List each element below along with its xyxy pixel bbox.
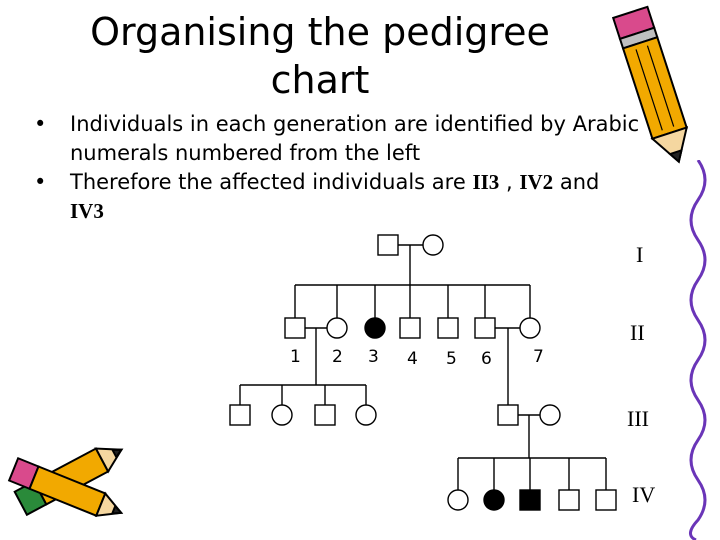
gen3-individual-5 (498, 405, 518, 425)
individual-number: 6 (481, 349, 492, 369)
gen3-individual-4 (356, 405, 376, 425)
individual-number: 5 (446, 349, 457, 369)
individual-number: 2 (332, 347, 343, 367)
title-line-1: Organising the pedigree (90, 10, 550, 54)
individual-number: 7 (533, 347, 544, 367)
individual-number: 4 (407, 349, 418, 369)
affected-id-1: II3 (472, 170, 500, 194)
individual-number: 1 (290, 347, 301, 367)
bullet-text-1: Individuals in each generation are identified by Arabic numerals numbered from the left (70, 112, 640, 165)
separator-1: , (499, 170, 520, 194)
gen2-individual-3-affected (365, 318, 385, 338)
affected-id-3: IV3 (70, 199, 104, 223)
gen2-individual-1 (285, 318, 305, 338)
gen3-individual-6 (540, 405, 560, 425)
generation-label-2: II (630, 320, 645, 345)
gen2-individual-5 (438, 318, 458, 338)
gen4-individual-3-affected (520, 490, 540, 510)
gen4-individual-1 (448, 490, 468, 510)
individual-number: 3 (368, 347, 379, 367)
gen3-individual-1 (230, 405, 250, 425)
gen4-individual-5 (596, 490, 616, 510)
gen4-individual-4 (559, 490, 579, 510)
bullet-marker: • (34, 112, 47, 136)
generation-label-3: III (627, 406, 649, 431)
title-line-2: chart (270, 58, 370, 102)
gen2-individual-4 (400, 318, 420, 338)
gen3-individual-3 (315, 405, 335, 425)
separator-2: and (553, 170, 600, 194)
affected-id-2: IV2 (519, 170, 554, 194)
gen3-individual-2 (272, 405, 292, 425)
wavy-border-decoration (676, 160, 720, 540)
gen1-female (423, 235, 443, 255)
gen4-individual-2-affected (484, 490, 504, 510)
generation-label-4: IV (632, 482, 656, 507)
gen2-individual-7 (520, 318, 540, 338)
bullet-marker: • (34, 170, 47, 194)
gen2-individual-6 (475, 318, 495, 338)
gen1-male (378, 235, 398, 255)
crossed-pencils-icon (0, 430, 140, 540)
generation-label-1: I (636, 242, 644, 267)
bullet-text-2: Therefore the affected individuals are (70, 170, 473, 194)
pencil-icon (596, 0, 720, 170)
gen2-individual-2 (327, 318, 347, 338)
